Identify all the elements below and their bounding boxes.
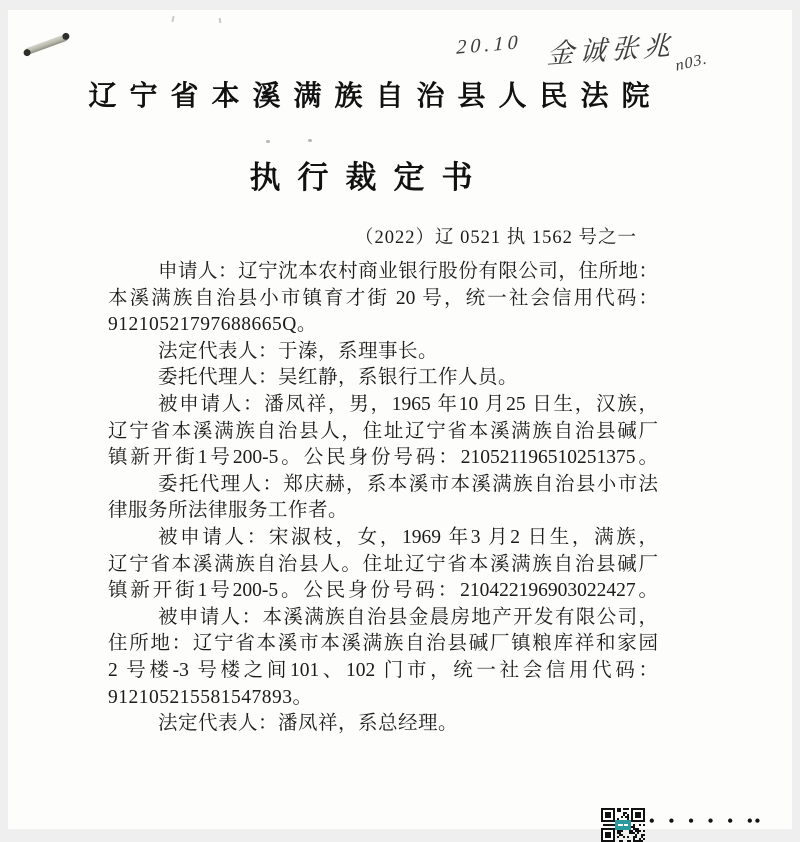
court-name: 辽宁省本溪满族自治县人民法院 xyxy=(88,81,663,112)
body-line: 912105215581547893。 xyxy=(108,686,313,708)
body-line: 委托代理人：吴红静，系银行工作人员。 xyxy=(158,367,519,389)
handwritten-date: 20.10 xyxy=(456,31,522,59)
body-line: 被申请人：本溪满族自治县金晨房地产开发有限公司， xyxy=(158,606,658,628)
body-line: 被申请人：宋淑枝，女，1969 年3 月2 日生，满族， xyxy=(158,526,658,548)
body-line: 辽宁省本溪满族自治县人。住址辽宁省本溪满族自治县碱厂 xyxy=(108,553,658,575)
scan-smudge xyxy=(308,139,312,142)
body-line: 镇新开街1号200-5。公民身份号码：210521196510251375。 xyxy=(108,447,658,469)
scan-artifact xyxy=(171,16,174,22)
handwritten-signature: 金诚张兆 xyxy=(546,30,677,70)
body-line: 法定代表人：于溱，系理事长。 xyxy=(158,340,439,362)
body-line: 2 号楼-3 号楼之间101、102 门市，统一社会信用代码： xyxy=(108,659,658,681)
staple-tip xyxy=(61,32,70,41)
document-title: 执行裁定书 xyxy=(249,160,490,195)
handwritten-note xyxy=(454,28,712,75)
body-line: 住所地：辽宁省本溪市本溪满族自治县碱厂镇粮库祥和家园 xyxy=(108,633,658,655)
body-line: 辽宁省本溪满族自治县人，住址辽宁省本溪满族自治县碱厂 xyxy=(108,420,658,442)
qr-code-icon xyxy=(601,808,645,842)
staple-artifact xyxy=(24,34,69,56)
document-page xyxy=(8,10,792,829)
body-line: 镇新开街1号200-5。公民身份号码：210422196903022427。 xyxy=(108,580,658,602)
body-line: 本溪满族自治县小市镇育才街 20 号，统一社会信用代码： xyxy=(108,287,658,309)
body-line: 91210521797688665Q。 xyxy=(108,314,317,336)
staple-tip xyxy=(23,48,32,57)
dot-row: • • • • • •• xyxy=(649,813,763,830)
body-line: 申请人：辽宁沈本农村商业银行股份有限公司，住所地： xyxy=(158,261,658,282)
scan-artifact xyxy=(219,18,222,23)
handwritten-number: n03. xyxy=(674,50,709,75)
scan-smudge xyxy=(266,140,270,143)
body-line: 法定代表人：潘凤祥，系总经理。 xyxy=(158,713,459,735)
document-body xyxy=(108,259,658,738)
body-line: 律服务所法律服务工作者。 xyxy=(108,500,349,522)
body-line: 委托代理人：郑庆赫，系本溪市本溪满族自治县小市法 xyxy=(158,473,658,495)
case-number: （2022）辽 0521 执 1562 号之一 xyxy=(354,228,637,248)
body-line: 被申请人：潘凤祥，男，1965 年10 月25 日生，汉族， xyxy=(158,393,658,415)
